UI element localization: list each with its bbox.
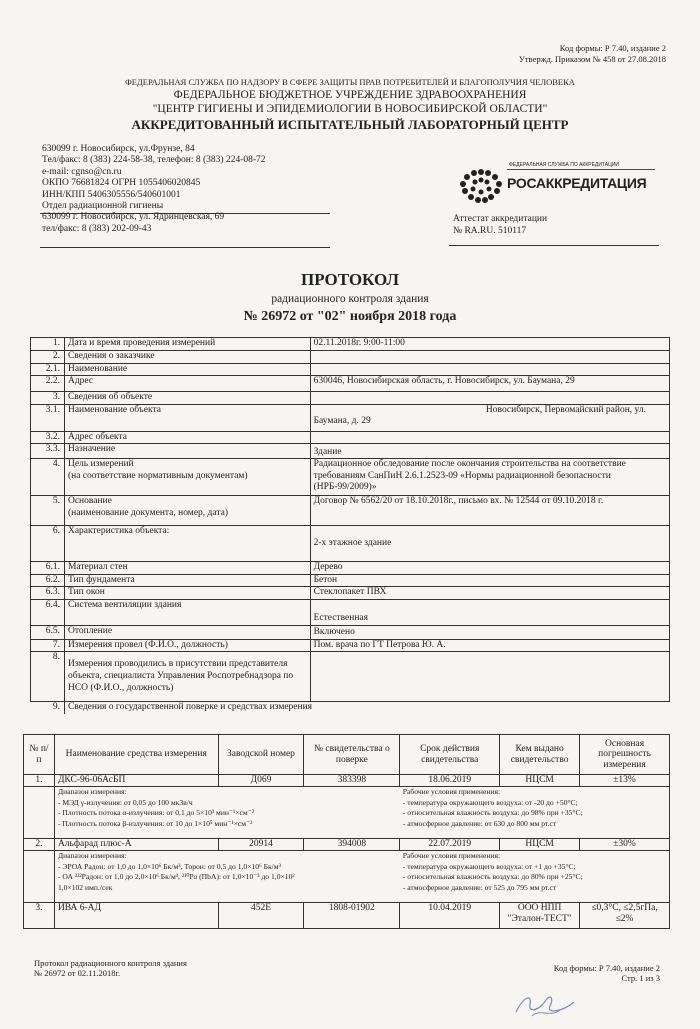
col-header: № свидетельства о поверке (304, 735, 400, 775)
table-row: Диапазон измерения: - ЭРОА Радон: от 1,0 до 1,0×10⁶ Бк/м³, Торон: от 0,5 до 1,0×10⁶ Бк/м³ - ОА ²²²Радон: от 1,0 до 2,0×10⁶ Бк/м³, ²¹⁰Ро (ПbA): от 1,0×10⁻³ до 1,0×10² 1,0×102 имп./сек Рабочие условия применения: - температура окружающего воздуха: от +1 до +35°С; - относительная влажность воздуха: до 80% при +25°С; - атмосферное давление: от 525 до 795 мм рт.ст (24, 851, 670, 903)
table-row: 6. Характеристика объекта: 2-х этажное здание (31, 526, 670, 562)
form-code-top: Код формы: Р 7.40, издание 2 Утвержд. Приказом № 458 от 27.08.2018 (518, 43, 666, 64)
address-line: e-mail: cgnso@cn.ru (42, 166, 122, 177)
table-row: 7. Измерения провел (Ф.И.О., должность) Пом. врача по ГТ Петрова Ю. А. (31, 639, 670, 652)
footer-left: Протокол радиационного контроля здания № 26972 от 02.11.2018г. (34, 958, 187, 978)
table-row: 1. Дата и время проведения измерений 02.11.2018г. 9:00-11:00 (31, 338, 670, 351)
address-line: 630099 г. Новосибирск, ул.Фрунзе, 84 (42, 144, 195, 154)
table-row: 5. Основание (наименование документа, номер, дата) Договор № 6562/20 от 18.10.2018г., письмо вх. № 12544 от 09.10.2018 г. (31, 496, 670, 526)
col-header: Наименование средства измерения (54, 735, 218, 775)
signature-icon (510, 990, 580, 1020)
address-line: тел/факс: 8 (383) 202-09-43 (42, 223, 152, 234)
table-row: 3.2. Адрес объекта (31, 431, 670, 444)
table-row: 6.3. Тип окон Стеклопакет ПВХ (31, 587, 670, 600)
address-line: 630099 г. Новосибирск, ул. Ядринцевская, 69 (42, 212, 225, 223)
table-row: 2. Альфарад плюс-А 20914 394008 22.07.2019 НЦСМ ±30% (24, 839, 670, 851)
table-row: 6.5. Отопление Включено (31, 625, 670, 639)
address-line: Отдел радиационной гигиены (42, 201, 164, 212)
table-row: 2.2. Адрес 630046, Новосибирская область, г. Новосибирск, ул. Баумана, 29 (31, 376, 670, 392)
table-row: 1. ДКС-96-06АсБП Д069 383398 18.06.2019 НЦСМ ±13% (24, 775, 670, 787)
col-header: № п/п (24, 735, 55, 775)
address-block (42, 144, 266, 235)
col-header: Заводской номер (218, 735, 304, 775)
table-row: 4. Цель измерений (на соответствие нормативным документам) Радиационное обследование после окончания строительства на соответствие требованиям СанПиН 2.6.1.2523-09 «Нормы радиационной безопасности (НРБ-99/2009)» (31, 459, 670, 496)
table-row: 2. Сведения о заказчике (31, 351, 670, 364)
table-row: 3.1. Наименование объекта Новосибирск, Первомайский район, ул. Баумана, д. 29 (31, 404, 670, 431)
header-lab: АККРЕДИТОВАННЫЙ ИСПЫТАТЕЛЬНЫЙ ЛАБОРАТОРНЫЙ ЦЕНТР (131, 117, 569, 132)
table-row: 3.3. Назначение Здание (31, 444, 670, 459)
col-header: Основная погрешность измерения (580, 735, 670, 775)
info-table (30, 337, 670, 714)
address-line: ОКПО 76681824 ОГРН 1055406020845 (42, 178, 201, 189)
address-line: Тел/факс: 8 (383) 224-58-38, телефон: 8 (383) 224-08-72 (42, 155, 266, 166)
header-institution: ФЕДЕРАЛЬНОЕ БЮДЖЕТНОЕ УЧРЕЖДЕНИЕ ЗДРАВООХРАНЕНИЯ (173, 89, 527, 101)
doc-title: ПРОТОКОЛ (300, 270, 399, 289)
table-row: 3. Сведения об объекте (31, 392, 670, 405)
accreditation-logo: ФЕДЕРАЛЬНАЯ СЛУЖБА ПО АККРЕДИТАЦИИ РОСАККРЕДИТАЦИЯ (449, 153, 659, 213)
address-line: ИНН/КПП 5406305556/540601001 (42, 189, 181, 200)
table-row: 2.1. Наименование (31, 363, 670, 376)
doc-subtitle: радиационного контроля здания (271, 293, 429, 305)
col-header: Срок действия свидетельства (400, 735, 500, 775)
table-row: 3. ИВА 6-АД 452Е 1808-01902 10.04.2019 ООО НПП "Эталон-ТЕСТ" ≤0,3°С, ≤2,5гПа, ≤2% (24, 903, 670, 929)
table-row: Диапазон измерения: - МЭД γ-излучения: от 0,05 до 100 мкЗв/ч - Плотность потока α-излучения: от 0,1 до 5×10³ мин⁻¹×см⁻² - Плотность потока β-излучения: от 10 до 1×10⁵ мин⁻¹×см⁻² Рабочие условия применения: - температура окружающего воздуха: от -20 до +50°С; - относительная влажность воздуха: до 98% при +35°С; - атмосферное давление: от 630 до 800 мм рт.ст (24, 787, 670, 839)
header-agency: ФЕДЕРАЛЬНАЯ СЛУЖБА ПО НАДЗОРУ В СФЕРЕ ЗАЩИТЫ ПРАВ ПОТРЕБИТЕЛЕЙ И БЛАГОПОЛУЧИЯ ЧЕЛОВЕКА (125, 77, 575, 87)
table-row: 8. Измерения проводились в присутствии представителя объекта, специалиста Управления Роспотребнадзора по НСО (Ф.И.О., должность) (31, 652, 670, 702)
table-row: 6.1. Материал стен Дерево (31, 562, 670, 575)
col-header: Кем выдано свидетельство (500, 735, 580, 775)
table-row: 6.2. Тип фундамента Бетон (31, 574, 670, 587)
accreditation-attest: Аттестат аккредитации № RA.RU. 510117 (453, 214, 548, 236)
footer-right: Код формы: Р 7.40, издание 2 Стр. 1 из 3 (553, 963, 660, 983)
doc-number: № 26972 от "02" ноября 2018 года (243, 309, 457, 324)
table-row: 6.4. Система вентиляции здания Естественная (31, 599, 670, 625)
table-header-row (24, 735, 670, 775)
header-center: "ЦЕНТР ГИГИЕНЫ И ЭПИДЕМИОЛОГИИ В НОВОСИБИРСКОЙ ОБЛАСТИ" (152, 103, 548, 115)
instruments-table (23, 734, 670, 929)
table-row: 9. Сведения о государственной поверке и средствах измерения (31, 702, 670, 714)
